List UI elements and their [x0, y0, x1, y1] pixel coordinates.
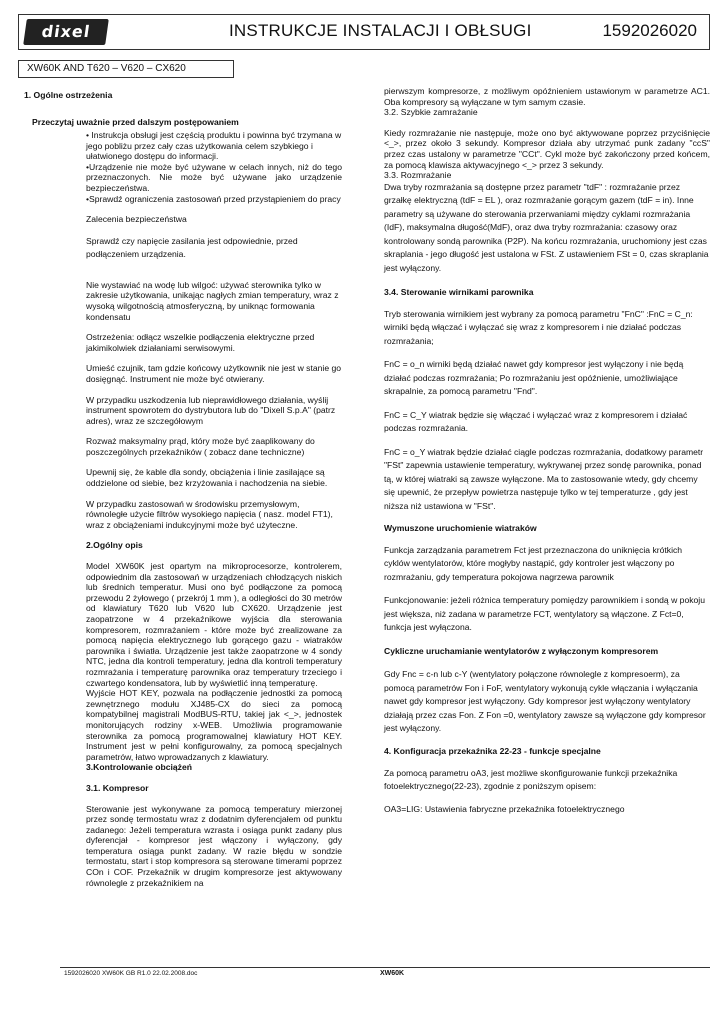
paragraph: Funkcjonowanie: jeżeli różnica temperatury pomiędzy parownikiem i sondą w pokoju jest większa, niż zadana w parametrze FCT, wentylatory są włączone. Z Fct=0, funkcja jest wyłączona. — [384, 595, 705, 633]
dixell-logo: dixel — [23, 19, 109, 45]
paragraph: Gdy Fnc = c-n lub c-Y (wentylatory połączone równolegle z kompresoerm), za pomocą parametrów Fon i FoF, wentylatory wykonują cykle włączania i wyłączania nawet gdy kompresor jest wyłączony. Gdy kompresor jest wyłączony wentylatory działają przez czas Fon. Z Fon =0, wentylatory zawsze są wyłączone gdy kompresor jest wyłączony. — [384, 669, 706, 734]
section-3-2-title: 3.2. Szybkie zamrażanie — [384, 107, 478, 118]
paragraph: FnC = C_Y wiatrak będzie się włączać i wyłączać wraz z kompresorem i działać podczas rozmrażania. — [384, 409, 688, 434]
section-3-title: 3.Kontrolowanie obciążeń — [86, 762, 193, 773]
paragraph: Model XW60K jest opartym na mikroprocesorze, kontrolerem, odpowiednim dla zastosowań w urządzeniach chłodzących niskich lub średnich temperatur. Musi ono być podłączone za pomocą przewodu 2 żyłowego ( przekrój 1 mm ), a odległości do 30 metrów od klawiatury T620 lub V620 lub CX620. Urządzenie jest zaopatrzone w 4 przekaźnikowe wyjścia dla sterowania kompresorem, rozmrażaniem - które może być zrealizowane za pomocą napięcia elektrycznego lub gorącego gazu - wiatraków parownika i światła. Urządzenie jest także zaopatrzone w 4 sondy NTC, jedna dla kontroli temperatury, jedna dla kontroli temperatury rozmrażania i temperaturę parownika oraz temperatury trzeciego i czwartego kondensatora, lub by wyświetlić inną temperaturę. — [86, 561, 342, 688]
section-3-3-title: 3.3. Rozmrażanie — [384, 170, 452, 181]
forced-fans-title: Wymuszone uruchomienie wiatraków — [384, 523, 537, 534]
paragraph: Rozważ maksymalny prąd, który może być zaaplikowany do poszczególnych przekaźników ( zobacz dane techniczne) — [86, 436, 315, 457]
paragraph: • Instrukcja obsługi jest częścią produktu i powinna być trzymana w jego pobliżu przez cały czas użytkowania celem szybkiego i ułatwionego dostępu do informacji. — [86, 130, 342, 162]
page-header — [18, 14, 710, 50]
footer-divider — [60, 967, 710, 968]
paragraph: Nie wystawiać na wodę lub wilgoć: używać sterownika tylko w zakresie użytkowania, unikając nagłych zmian temperatury, wraz z wysoką wilgotnością atmosferyczną, by uniknąc formowania kondensatu — [86, 279, 339, 322]
left-column — [86, 130, 342, 898]
section-3-4-title: 3.4. Sterowanie wirnikami parownika — [384, 287, 534, 298]
footer-model: XW60K — [380, 970, 405, 977]
paragraph: •Urządzenie nie może być używane w celach innych, niż do tego przeznaczonych. Nie może być używane jako urządzenie bezpieczeństwa. — [86, 161, 342, 193]
section-4-title: 4. Konfiguracja przekaźnika 22-23 - funkcje specjalne — [384, 745, 601, 756]
paragraph: W przypadku uszkodzenia lub nieprawidłowego działania, wyślij instrument spowrotem do dystrybutora lub do "Dixell S.p.A" (patrz adres), wraz ze szczegółowym — [86, 394, 336, 426]
paragraph: Ostrzeżenia: odłącz wszelkie podłączenia elektryczne przed jakimikolwiek działaniami serwisowymi. — [86, 332, 315, 353]
paragraph: Upewnij się, że kable dla sondy, obciążenia i linie zasilające są oddzielone od siebie, bez krzyżowania i nachodzenia na siebie. — [86, 467, 328, 489]
paragraph: Sprawdź czy napięcie zasilania jest odpowiednie, przed podłączeniem urządzenia. — [86, 235, 298, 260]
paragraph: Umieść czujnik, tam gdzie końcowy użytkownik nie jest w stanie go dosięgnąć. Instrument nie może być otwierany. — [86, 363, 342, 384]
paragraph: Kiedy rozmrażanie nie następuje, może ono być aktywowane poprzez przyciśnięcie <_>, przez około 3 sekundy. Kompresor działa aby utrzymać punk zadany "ccS" przez czas ustalony w parametrze "CCt". Cykl może być zakończony przed końcem, za pomocą klawisza aktywacyjnego <_> przez 3 sekundy. — [384, 127, 710, 170]
section-1-title: 1. Ogólne ostrzeżenia — [24, 90, 113, 100]
paragraph: Sterowanie jest wykonywane za pomocą temperatury mierzonej przez sondę termostatu wraz z dodatnim dyferencjałem od punktu zadanego: Jeżeli temperatura wzrasta i osiąga punkt zadany plus dyferencjał - kompresor jest włączony i wyłączony, gdy temperatura osiąga punkt zadany. W razie błędu w sondzie termostatu, start i stop kompresora są sterowane timerami poprzez COn i COF. Przekaźnik w drugim kompresorze jest aktywowany równolegle z przekaźnikiem na — [86, 803, 342, 888]
section-2-title: 2.Ogólny opis — [86, 540, 143, 551]
document-title: INSTRUKCJE INSTALACJI I OBŁSUGI — [229, 21, 532, 40]
paragraph: pierwszym kompresorze, z możliwym opóźnieniem ustawionym w parametrze AC1. Oba kompresory są wyłączane w tym samym czasie. — [384, 86, 710, 107]
paragraph: Wyjście HOT KEY, pozwala na podłączenie jednostki za pomocą zewnętrznego modułu XJ485-CX do sieci za pomocą kompatybilnej magistrali ModBUS-RTU, takiej jak <_>, jednostek monitorujących rodziny x-WEB. Umożliwia programowanie sterownika za pomocą programowalnej klawiatury HOT KEY. Instrument jest w pełni konfigurowalny, za pomocą specjalnych parametrów, łatwo wprowadzanych z klawiatury. — [86, 688, 342, 762]
cyclic-fans-title: Cykliczne uruchamianie wentylatorów z wyłączonym kompresorem — [384, 645, 659, 656]
paragraph: Zalecenia bezpieczeństwa — [86, 214, 187, 225]
paragraph: Za pomocą parametru oA3, jest możliwe skonfigurowanie funkcji przekaźnika fotoelektrycznego(22-23), zgodnie z poniższym opisem: — [384, 767, 678, 792]
right-column — [384, 86, 710, 824]
section-1-subtitle: Przeczytaj uważnie przed dalszym postępowaniem — [32, 117, 239, 127]
paragraph: FnC = o_n wirniki będą działać nawet gdy kompresor jest wyłączony i nie będą działać podczas rozmrażania; Po rozmrażaniu jest opóźnienie, umożliwiające skrapalnie, za pomocą parametru "Fnd". — [384, 359, 684, 397]
paragraph: Tryb sterowania wirnikiem jest wybrany za pomocą parametru "FnC" :FnC = C_n: wirniki będą włączać i wyłączać się wraz z kompresorem i nie działać podczas rozmrażania; — [384, 308, 693, 346]
paragraph: Dwa tryby rozmrażania są dostępne przez parametr "tdF" : rozmrażanie przez grzałkę elektryczną (tdF = EL ), oraz rozmrażanie gorącym gazem (tdF = in). Inne parametry są używane do sterowania przerwaniami między cyklami rozmrażania (IdF), maksymalna długość(MdF), oraz dwa tryby rozmrażania: czasowy oraz kontrolowany sondą parownika (P2P). Na końcu rozmrażania, uruchomiony jest czas skraplania - jego długość jest ustalona w FSt. Z ustawieniem FSt = 0, czas skraplania jest wyłączony. — [384, 181, 709, 273]
paragraph: •Sprawdź ograniczenia zastosowań przed przystąpieniem do pracy — [86, 193, 341, 204]
footer-filename: 1592026020 XW60K GB R1.0 22.02.2008.doc — [64, 970, 198, 977]
section-3-1-title: 3.1. Kompresor — [86, 782, 149, 793]
paragraph: OA3=LIG: Ustawienia fabryczne przekaźnika fotoelektrycznego — [384, 803, 625, 814]
document-code: 1592026020 — [602, 21, 697, 40]
model-box: XW60K AND T620 – V620 – CX620 — [18, 60, 234, 78]
paragraph: W przypadku zastosowań w środowisku przemysłowym, równoległe użycie filtrów wysokiego napięcia ( nasz. model FT1), wraz z obciążeniami indukcyjnymi może być użyteczne. — [86, 498, 333, 530]
paragraph: FnC = o_Y wiatrak będzie działać ciągle podczas rozmrażania, dodatkowy parametr "FSt" zapewnia ustawienie temperatury, wykrywanej przez sondę parownika, ponad tą, w której wiatraki są zawsze wyłączone. Ma to zastosowanie wtedy, gdy chcemy się upewnić, że przepływ powietrza następuje tylko w tej temperaturze , gdy jest niższa niż ustawiona w "FSt". — [384, 446, 704, 511]
paragraph: Funkcja zarządzania parametrem Fct jest przeznaczona do uniknięcia krótkich cyklów wentylatorów, które mogłyby nastąpić, gdy kontroler jest włączony po rozmrażaniu, gdy temperatura pokojowa nagrzewa parownik — [384, 544, 683, 582]
